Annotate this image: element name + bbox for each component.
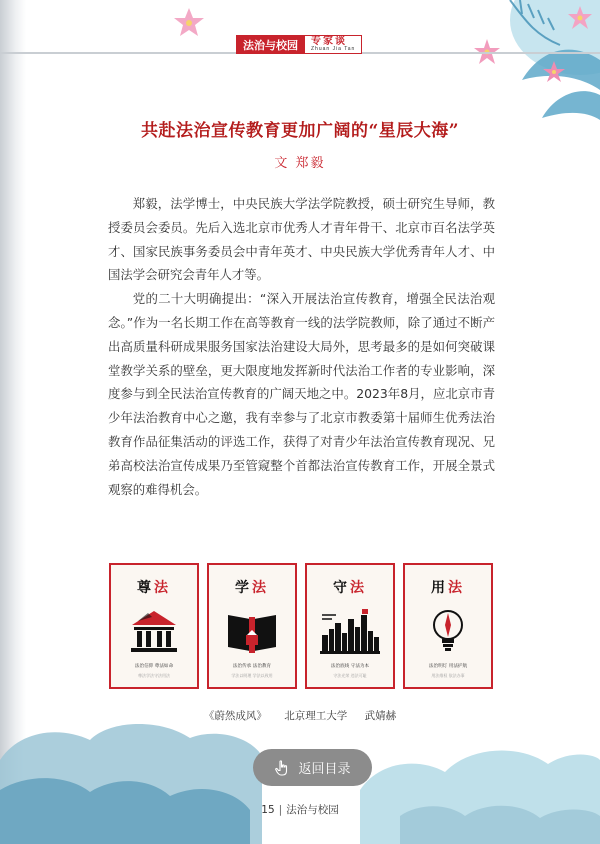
paragraph: 郑毅，法学博士，中央民族大学法学院教授，硕士研究生导师，教授委员会委员。先后入选北京市优秀人才青年骨干、北京市百名法学英才、国家民族事务委员会中青年英才、中央民族大学优秀青年人才、中国法学会研究会青年人才等。 (108, 196, 495, 283)
palm-leaf-decoration (430, 0, 600, 130)
poster-title: 尊法 (137, 580, 171, 596)
column-name-cn: 专家谈 (311, 36, 347, 47)
publication-name: 法治与校园 (286, 804, 339, 816)
poster-subtext: 尊法学法守法用法 (138, 673, 170, 678)
page-number: 15 (261, 804, 275, 816)
poster-slogan: 法治明灯 用法护航 (428, 664, 468, 669)
poster-slogan: 法治信仰 尊法如命 (134, 664, 174, 669)
poster-abide-law (305, 563, 395, 689)
poster-respect-law (109, 563, 199, 689)
article-title: 共赴法治宣传教育更加广阔的“星辰大海” (140, 121, 460, 141)
poster-slogan: 法治传承 法治教育 (232, 664, 272, 669)
poster-title: 守法 (333, 580, 367, 596)
city-skyline-icon (318, 605, 382, 657)
artwork-caption: 《蔚然成风》 北京理工大学 武婧赫 (203, 710, 397, 722)
page-footer: 15 | 法治与校园 (261, 804, 339, 816)
back-to-contents-button[interactable] (253, 749, 372, 786)
article-body (108, 192, 495, 501)
article-author: 文 郑毅 (274, 156, 326, 171)
pink-flower-decoration (172, 6, 206, 40)
lightbulb-icon (418, 605, 478, 657)
poster-subtext: 学法以明理 学法以致用 (231, 673, 273, 678)
poster-subtext: 守法光荣 违法可耻 (333, 673, 367, 678)
courthouse-icon (124, 605, 184, 657)
back-button-label: 返回目录 (298, 762, 351, 777)
paragraph: 党的二十大明确提出：“深入开展法治宣传教育，增强全民法治观念。”作为一名长期工作在高等教育一线的法学院教师，除了通过不断产出高质量科研成果服务国家法治建设大局外，思考最多的是如何突破课堂教学关系的壁垒，更大限度地发挥新时代法治工作者的专业影响，深度参与到全民法治宣传教育的广阔天地之中。2023年8月，应北京市青少年法治教育中心之邀，我有幸参与了北京市教委第十届师生优秀法治教育作品征集活动的评选工作，获得了对青少年法治宣传教育现况、兄弟高校法治宣传成果乃至管窥整个首都法治宣传教育工作，开展全景式观察的难得机会。 (108, 291, 495, 497)
poster-title: 用法 (431, 580, 465, 596)
column-name (305, 35, 362, 54)
poster-study-law (207, 563, 297, 689)
open-book-icon (222, 605, 282, 657)
section-label: 法治与校园 (236, 35, 305, 54)
poster-slogan: 法治底线 守法为本 (330, 664, 370, 669)
poster-subtext: 用法维权 依法办事 (431, 673, 465, 678)
column-header (236, 35, 362, 54)
artwork-posters (109, 563, 493, 693)
poster-apply-law (403, 563, 493, 689)
poster-title: 学法 (235, 580, 269, 596)
column-name-pinyin: Zhuan Jia Tan (311, 46, 356, 52)
hand-pointer-icon (274, 760, 290, 776)
